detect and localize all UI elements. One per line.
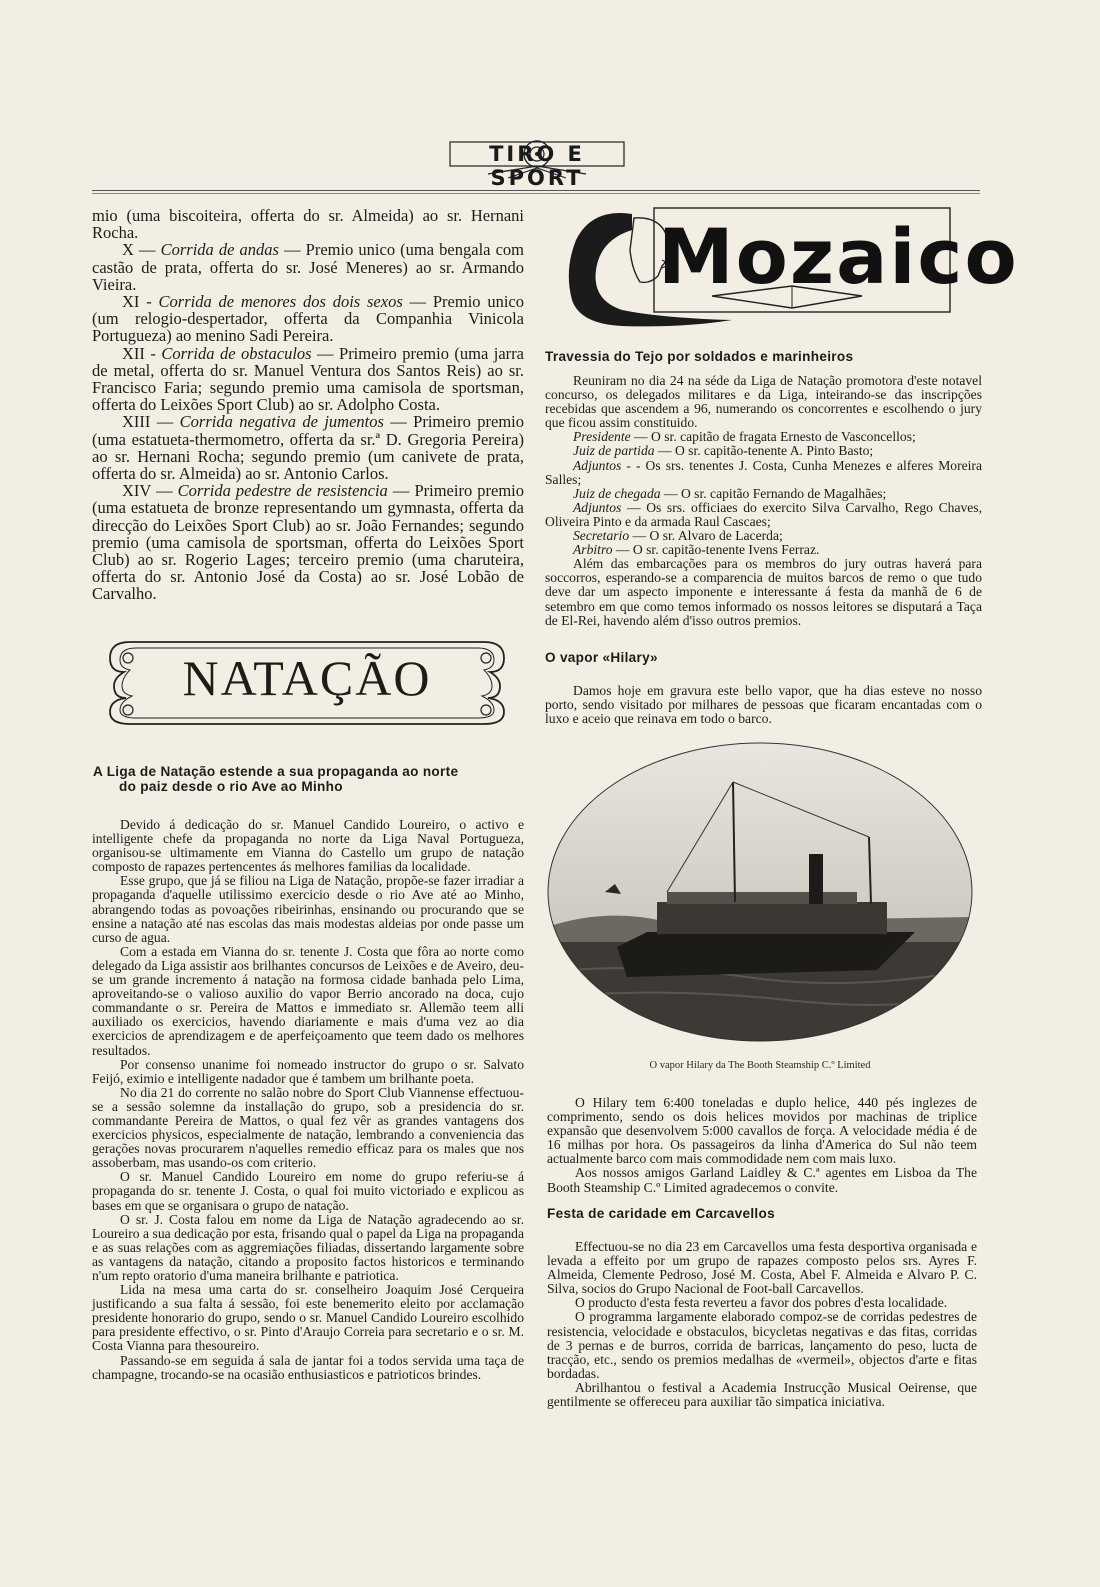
paragraph: O sr. Manuel Candido Loureiro em nome do grupo referiu-se á propaganda do sr. tenente J. Costa, o qual foi muito victoriado e explicou as bases em que se organisara o grupo de natação.: [92, 1169, 524, 1213]
article-heading-travessia: Travessia do Tejo por soldados e marinheiros: [545, 349, 854, 364]
mozaico-title: Mozaico: [658, 212, 1019, 301]
prize-list: [92, 207, 524, 603]
masthead-logo: [448, 136, 626, 190]
header-rule: [92, 190, 980, 191]
paragraph: Além das embarcações para os membros do jury outras haverá para soccorros, esperando-se a comparencia de muitos barcos de remo o que tudo deve dar um aspecto imponente e interessante á festa da manhã de 6 de setembro em que como temos informado os nossos leitores se disputará a Taça de El-Rei, havendo além d'isso outros premios.: [545, 556, 982, 628]
prize-item: XIII — Corrida negativa de jumentos — Primeiro premio (uma estatueta-thermometro, offerta da sr.ª D. Gregoria Pereira) ao sr. Hernani Rocha; segundo premio (um canivete de prata, offerta do sr. Almeida) ao sr. Antonio Carlos.: [92, 412, 524, 484]
section-title-natacao: NATAÇÃO: [182, 650, 432, 706]
paragraph: O sr. J. Costa falou em nome da Liga de Natação agradecendo ao sr. Loureiro a sua dedicação por esta, frisando qual o papel da Liga na propaganda e as suas relações com as aggremiações filiadas, dissertando largamente sobre as vantagens da natação, citando a proposito factos historicos e terminando n'um repto oratorio d'uma maneira brilhante e patriotica.: [92, 1211, 524, 1283]
paragraph: Esse grupo, que já se filiou na Liga de Natação, propõe-se fazer irradiar a propaganda d'aquelle utilissimo exercicio desde o rio Ave até ao Minho, abrangendo todas as povoações ribeirinhas, ensinando ou procurando que se ensine a natação até nas escolas das mais modestas aldeias por onde passe um curso de agua.: [92, 873, 524, 945]
photo-caption: O vapor Hilary da The Booth Steamship C.º Limited: [649, 1060, 871, 1071]
article-body-hilary-details: [547, 1096, 977, 1195]
paragraph: No dia 21 do corrente no salão nobre do Sport Club Viannense effectuou-se a sessão solemne da installação do grupo, sob a presidencia do sr. commandante Pereira de Mattos, o qual fez vêr as grandes vantagens dos exercicios physicos, especialmente de natação, lembrando a conveniencia das gerações novas procurarem n'aquelles remedio efficaz para os males que nos assoberbam, mas usando-os com criterio.: [92, 1084, 524, 1171]
article-body-festa: [547, 1240, 977, 1409]
paragraph: Effectuou-se no dia 23 em Carcavellos uma festa desportiva organisada e levada a effeito por um grupo de rapazes composto pelos srs. Ayres F. Almeida, Clemente Pedroso, José M. Costa, Abel F. Almeida e Alvaro P. C. Silva, socios do Grupo Nacional de Foot-ball Carcavellos.: [547, 1239, 977, 1297]
paragraph: Por consenso unanime foi nomeado instructor do grupo o sr. Salvato Feijó, eximio e intelligente nadador que é tambem um brilhante poeta.: [92, 1056, 524, 1086]
paragraph: Passando-se em seguida á sala de jantar foi a todos servida uma taça de champagne, trocando-se na ocasião enthusiasticos e patrioticos brindes.: [92, 1352, 524, 1382]
jury-entry: Secretario — O sr. Alvaro de Lacerda;: [573, 528, 783, 544]
paragraph: Damos hoje em gravura este bello vapor, que ha dias esteve no nosso porto, sendo visitado por milhares de pessoas que ficaram encantadas com o luxo e aceio que reinava em todo o barco.: [545, 683, 982, 727]
article-body-travessia: [545, 374, 982, 628]
header-rule-secondary: [92, 193, 980, 194]
steamship-illustration: [547, 742, 973, 1042]
paragraph: O producto d'esta festa reverteu a favor dos pobres d'esta localidade.: [575, 1295, 948, 1311]
jury-entry: Presidente — O sr. capitão de fragata Ernesto de Vasconcellos;: [573, 429, 916, 445]
steamship-photo: [547, 742, 973, 1042]
paragraph: Lida na mesa uma carta do sr. conselheiro Joaquim José Cerqueira justificando a sua falta á sessão, foi este benemerito eleito por acclamação presidente honorario do grupo, sendo o sr. Manuel Candido Loureiro escolhido para presidente effectivo, o sr. Pinto d'Araujo Correia para secretario e o sr. M. Costa Vianna para thesoureiro.: [92, 1282, 524, 1354]
paragraph: Abrilhantou o festival a Academia Instrucção Musical Oeirense, que gentilmente se offereceu para auxiliar tão simpatica iniciativa.: [547, 1379, 977, 1410]
mozaico-banner: [562, 200, 1019, 332]
prize-item: mio (uma biscoiteira, offerta do sr. Almeida) ao sr. Hernani Rocha.: [92, 206, 524, 243]
prize-item: XIV — Corrida pedestre de resistencia — Primeiro premio (uma estatueta de bronze representando um gymnasta, offerta da direcção do Leixões Sport Club) ao sr. João Fernandes; segundo premio (uma camisola de sportsman, offerta do Leixões Sport Club) ao sr. Rogerio Lages; terceiro premio (uma charuteira, offerta do sr. Antonio José da Costa) ao sr. José Lobão de Carvalho.: [92, 481, 525, 604]
jury-entry: Adjuntos - - Os srs. tenentes J. Costa, Cunha Menezes e alferes Moreira Salles;: [545, 457, 982, 487]
paragraph: O programma largamente elaborado compoz-se de corridas pedestres de resistencia, velocidade e obstaculos, bicycletas negativas e das fitas, corridas de 3 pernas e de burros, corrida de barricas, lançamento do peso, lucta de tracção, etc., sendo os premios medalhas de «vermeil», objectos d'arte e fitas bordadas.: [547, 1309, 977, 1381]
paragraph: O Hilary tem 6:400 toneladas e duplo helice, 440 pés inglezes de comprimento, sendo os dois helices movidos por machinas de triplice expansão que desenvolvem 5:000 cavallos de força. A velocidade média é de 16 milhas por hora. Os passageiros da linha d'America do Sul não teem actualmente barco com mais commodidade nem com mais luxo.: [547, 1095, 977, 1167]
article-heading-liga: A Liga de Natação estende a sua propaganda ao norte do paiz desde o rio Ave ao Minho: [93, 764, 459, 794]
masthead-title: TIRO E SPORT: [489, 142, 585, 190]
article-body-hilary-intro: [545, 684, 982, 726]
paragraph: Aos nossos amigos Garland Laidley & C.ª agentes em Lisboa da The Booth Steamship C.º Limited agradecemos o convite.: [547, 1165, 977, 1195]
paragraph: Devido á dedicação do sr. Manuel Candido Loureiro, o activo e intelligente chefe da propaganda no norte da Liga Naval Portugueza, organisou-se ultimamente em Vianna do Castello um grupo de natação composto de rapazes pertencentes ás melhores familias da localidade.: [92, 817, 524, 875]
prize-item: XII - Corrida de obstaculos — Primeiro premio (uma jarra de metal, offerta do sr. Manuel Ventura dos Santos Reis) ao sr. Francisco Faria; segundo premio uma camisola de sportsman, offerta do Leixões Sport Club) ao sr. Adolpho Costa.: [92, 343, 524, 415]
jury-entry: Adjuntos — Os srs. officiaes do exercito Silva Carvalho, Rego Chaves, Oliveira Pinto e da armada Raul Cascaes;: [545, 499, 982, 529]
jury-entry: Arbitro — O sr. capitão-tenente Ivens Ferraz.: [573, 542, 820, 558]
prize-item: XI - Corrida de menores dos dois sexos — Premio unico (um relogio-despertador, offerta da Companhia Vinicola Portugueza) ao menino Sadi Pereira.: [92, 292, 525, 346]
jury-entry: Juiz de partida — O sr. capitão-tenente A. Pinto Basto;: [573, 443, 874, 459]
paragraph: Reuniram no dia 24 na séde da Liga de Natação promotora d'este notavel concurso, os delegados militares e da Liga, inteirando-se das inscripções recebidas que ascendem a 96, numerando os concorrentes e escolhendo o jury que ficou assim constituido.: [545, 373, 982, 431]
prize-item: X — Corrida de andas — Premio unico (uma bengala com castão de prata, offerta do sr. José Meneres) ao sr. Armando Vieira.: [92, 240, 524, 294]
article-body-liga: [92, 818, 524, 1382]
article-heading-hilary: O vapor «Hilary»: [545, 650, 658, 665]
paragraph: Com a estada em Vianna do sr. tenente J. Costa que fôra ao norte como delegado da Liga assistir aos brilhantes concursos de Leixões e de Aveiro, deu-se um grande incremento á natação na formosa cidade banhada pelo Lima, aproveitando-se o valioso auxilio do vapor Berrio ancorado na doca, cujo commandante o sr. Pereira de Mattos e immediato sr. Allemão teem alli auxiliado os exercicios, havendo diariamente e mais d'uma vez ao dia exercicios de aprendizagem e de aperfeiçoamento que teem dado os melhores resultados.: [92, 943, 524, 1058]
article-heading-festa: Festa de caridade em Carcavellos: [547, 1206, 775, 1221]
jury-entry: Juiz de chegada — O sr. capitão Fernando de Magalhães;: [573, 485, 887, 501]
natacao-title-frame: [100, 628, 514, 728]
